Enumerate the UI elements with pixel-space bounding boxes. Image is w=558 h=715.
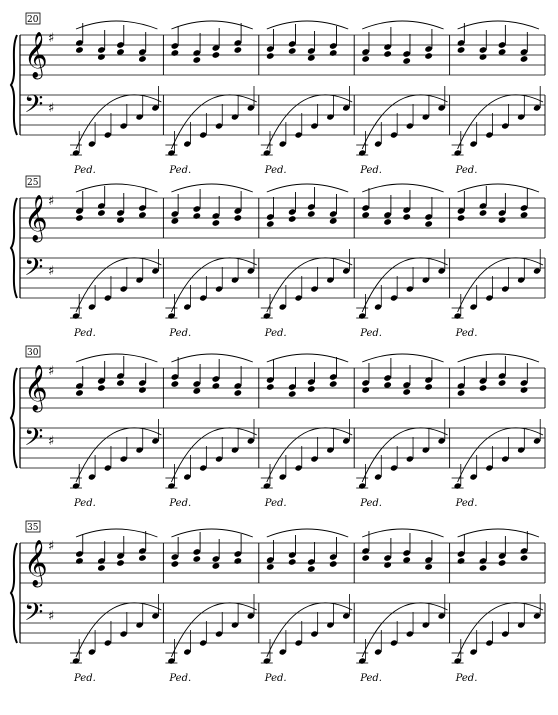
note-head bbox=[424, 563, 433, 571]
slur bbox=[76, 258, 161, 312]
note-head bbox=[498, 379, 507, 387]
slur bbox=[362, 184, 443, 192]
note-head bbox=[192, 555, 201, 563]
note-head bbox=[479, 384, 488, 392]
slur bbox=[267, 95, 352, 149]
slur bbox=[458, 428, 543, 482]
note-head bbox=[402, 388, 411, 396]
treble-clef-icon: 𝄞 bbox=[24, 32, 48, 78]
note-head bbox=[138, 55, 147, 63]
bass-staff bbox=[20, 428, 545, 468]
note-head bbox=[383, 50, 392, 58]
slur bbox=[171, 603, 256, 657]
measure bbox=[70, 529, 161, 684]
slur bbox=[362, 428, 447, 482]
measure bbox=[356, 529, 447, 684]
note-head bbox=[288, 390, 297, 398]
measure bbox=[165, 354, 256, 509]
measure bbox=[356, 354, 447, 509]
bass-clef-icon: 𝄢 bbox=[24, 253, 44, 288]
note-head bbox=[192, 56, 201, 64]
treble-clef-icon: 𝄞 bbox=[24, 540, 48, 586]
svg-text:20: 20 bbox=[27, 15, 39, 25]
pedal-mark: Ped. bbox=[74, 165, 96, 176]
note-head bbox=[266, 383, 275, 391]
note-head bbox=[234, 389, 243, 397]
slur bbox=[362, 603, 447, 657]
pedal-mark: Ped. bbox=[264, 498, 287, 509]
slur bbox=[458, 184, 539, 192]
bass-clef-icon: 𝄢 bbox=[24, 598, 44, 633]
measure bbox=[261, 529, 352, 684]
slur bbox=[76, 529, 157, 537]
note-head bbox=[329, 49, 338, 57]
note-head bbox=[307, 565, 316, 573]
pedal-mark: Ped. bbox=[169, 673, 192, 684]
note-head bbox=[212, 219, 221, 227]
slur bbox=[362, 21, 443, 29]
note-head bbox=[171, 560, 180, 568]
music-system bbox=[11, 346, 545, 509]
note-head bbox=[75, 557, 84, 565]
pedal-mark: Ped. bbox=[169, 165, 192, 176]
slur bbox=[458, 529, 539, 537]
note-head bbox=[212, 382, 221, 390]
slur bbox=[171, 95, 256, 149]
measure bbox=[261, 184, 352, 339]
note-head bbox=[383, 218, 392, 226]
note-head bbox=[116, 216, 125, 224]
pedal-mark: Ped. bbox=[360, 498, 382, 509]
slur bbox=[267, 428, 352, 482]
note-head bbox=[266, 52, 275, 60]
slur bbox=[458, 95, 543, 149]
note-head bbox=[361, 386, 370, 394]
note-head bbox=[457, 557, 466, 565]
slur bbox=[171, 258, 256, 312]
note-head bbox=[457, 214, 466, 222]
note-head bbox=[97, 564, 106, 572]
note-head bbox=[234, 46, 243, 54]
slur bbox=[76, 21, 157, 29]
measure bbox=[165, 184, 256, 339]
bass-clef-icon: 𝄢 bbox=[24, 90, 44, 125]
note-head bbox=[171, 49, 180, 57]
pedal-mark: Ped. bbox=[360, 328, 382, 339]
note-head bbox=[402, 213, 411, 221]
measure bbox=[452, 21, 543, 176]
measure bbox=[261, 21, 352, 176]
pedal-mark: Ped. bbox=[169, 328, 192, 339]
music-system bbox=[11, 176, 545, 339]
note-head bbox=[171, 380, 180, 388]
note-head bbox=[520, 55, 529, 63]
sharp-icon: ♯ bbox=[48, 101, 55, 116]
note-head bbox=[520, 554, 529, 562]
slur bbox=[458, 21, 539, 29]
pedal-mark: Ped. bbox=[360, 165, 382, 176]
pedal-mark: Ped. bbox=[360, 673, 382, 684]
svg-text:35: 35 bbox=[27, 523, 39, 533]
measure-number bbox=[26, 13, 40, 25]
note-head bbox=[457, 389, 466, 397]
pedal-mark: Ped. bbox=[455, 165, 478, 176]
note-head bbox=[479, 564, 488, 572]
slur bbox=[458, 354, 539, 362]
note-head bbox=[97, 384, 106, 392]
pedal-mark: Ped. bbox=[169, 498, 192, 509]
slur bbox=[362, 258, 447, 312]
note-head bbox=[138, 554, 147, 562]
note-head bbox=[288, 47, 297, 55]
slur bbox=[76, 428, 161, 482]
pedal-mark: Ped. bbox=[74, 328, 96, 339]
svg-text:25: 25 bbox=[27, 178, 39, 188]
slur bbox=[267, 529, 348, 537]
note-head bbox=[498, 216, 507, 224]
bass-staff bbox=[20, 258, 545, 298]
measure bbox=[452, 354, 543, 509]
slur bbox=[458, 258, 543, 312]
slur bbox=[171, 21, 252, 29]
note-head bbox=[424, 383, 433, 391]
sharp-icon: ♯ bbox=[48, 194, 55, 209]
slur bbox=[171, 354, 252, 362]
slur bbox=[362, 95, 447, 149]
note-head bbox=[402, 57, 411, 65]
note-head bbox=[192, 212, 201, 220]
pedal-mark: Ped. bbox=[455, 328, 478, 339]
measure bbox=[70, 21, 161, 176]
brace-icon bbox=[11, 368, 17, 468]
note-head bbox=[424, 220, 433, 228]
slur bbox=[171, 428, 256, 482]
sharp-icon: ♯ bbox=[48, 609, 55, 624]
slur bbox=[76, 95, 161, 149]
note-head bbox=[520, 386, 529, 394]
slur bbox=[171, 184, 252, 192]
measure bbox=[261, 354, 352, 509]
note-head bbox=[479, 209, 488, 217]
note-head bbox=[361, 554, 370, 562]
slur bbox=[362, 529, 443, 537]
slur bbox=[267, 184, 348, 192]
slur bbox=[171, 529, 252, 537]
note-head bbox=[266, 220, 275, 228]
brace-icon bbox=[11, 198, 17, 298]
bass-staff bbox=[20, 603, 545, 643]
note-head bbox=[212, 51, 221, 59]
note-head bbox=[75, 214, 84, 222]
treble-clef-icon: 𝄞 bbox=[24, 195, 48, 241]
sharp-icon: ♯ bbox=[48, 434, 55, 449]
note-head bbox=[361, 55, 370, 63]
bass-clef-icon: 𝄢 bbox=[24, 423, 44, 458]
note-head bbox=[116, 379, 125, 387]
measure bbox=[356, 21, 447, 176]
measure bbox=[165, 529, 256, 684]
pedal-mark: Ped. bbox=[74, 673, 96, 684]
note-head bbox=[138, 386, 147, 394]
measure-number bbox=[26, 346, 40, 358]
note-head bbox=[266, 563, 275, 571]
measure-number bbox=[26, 521, 40, 533]
treble-clef-icon: 𝄞 bbox=[24, 365, 48, 411]
note-head bbox=[307, 385, 316, 393]
measure bbox=[356, 184, 447, 339]
note-head bbox=[97, 209, 106, 217]
measure-number bbox=[26, 176, 40, 188]
music-system bbox=[11, 521, 545, 684]
measure bbox=[165, 21, 256, 176]
pedal-mark: Ped. bbox=[455, 498, 478, 509]
note-head bbox=[457, 46, 466, 54]
pedal-mark: Ped. bbox=[264, 165, 287, 176]
pedal-mark: Ped. bbox=[264, 328, 287, 339]
note-head bbox=[234, 214, 243, 222]
measure bbox=[70, 184, 161, 339]
note-head bbox=[383, 561, 392, 569]
slur bbox=[267, 603, 352, 657]
note-head bbox=[307, 210, 316, 218]
music-system bbox=[11, 13, 545, 176]
note-head bbox=[75, 46, 84, 54]
brace-icon bbox=[11, 35, 17, 135]
slur bbox=[267, 258, 352, 312]
note-head bbox=[97, 53, 106, 61]
slur bbox=[267, 21, 348, 29]
measure bbox=[452, 529, 543, 684]
treble-staff bbox=[20, 198, 545, 238]
slur bbox=[267, 354, 348, 362]
slur bbox=[76, 184, 157, 192]
note-head bbox=[329, 560, 338, 568]
brace-icon bbox=[11, 543, 17, 643]
note-head bbox=[116, 559, 125, 567]
measure bbox=[452, 184, 543, 339]
note-head bbox=[498, 559, 507, 567]
note-head bbox=[234, 557, 243, 565]
sharp-icon: ♯ bbox=[48, 264, 55, 279]
pedal-mark: Ped. bbox=[455, 673, 478, 684]
slur bbox=[458, 603, 543, 657]
note-head bbox=[424, 52, 433, 60]
pedal-mark: Ped. bbox=[264, 673, 287, 684]
measure bbox=[70, 354, 161, 509]
note-head bbox=[479, 53, 488, 61]
note-head bbox=[75, 389, 84, 397]
slur bbox=[76, 354, 157, 362]
note-head bbox=[288, 558, 297, 566]
slur bbox=[362, 354, 443, 362]
svg-text:30: 30 bbox=[27, 348, 39, 358]
sharp-icon: ♯ bbox=[48, 31, 55, 46]
slur bbox=[76, 603, 161, 657]
pedal-mark: Ped. bbox=[74, 498, 96, 509]
bass-staff bbox=[20, 95, 545, 135]
sharp-icon: ♯ bbox=[48, 539, 55, 554]
note-head bbox=[329, 380, 338, 388]
treble-staff bbox=[20, 35, 545, 75]
note-head bbox=[288, 215, 297, 223]
sharp-icon: ♯ bbox=[48, 364, 55, 379]
